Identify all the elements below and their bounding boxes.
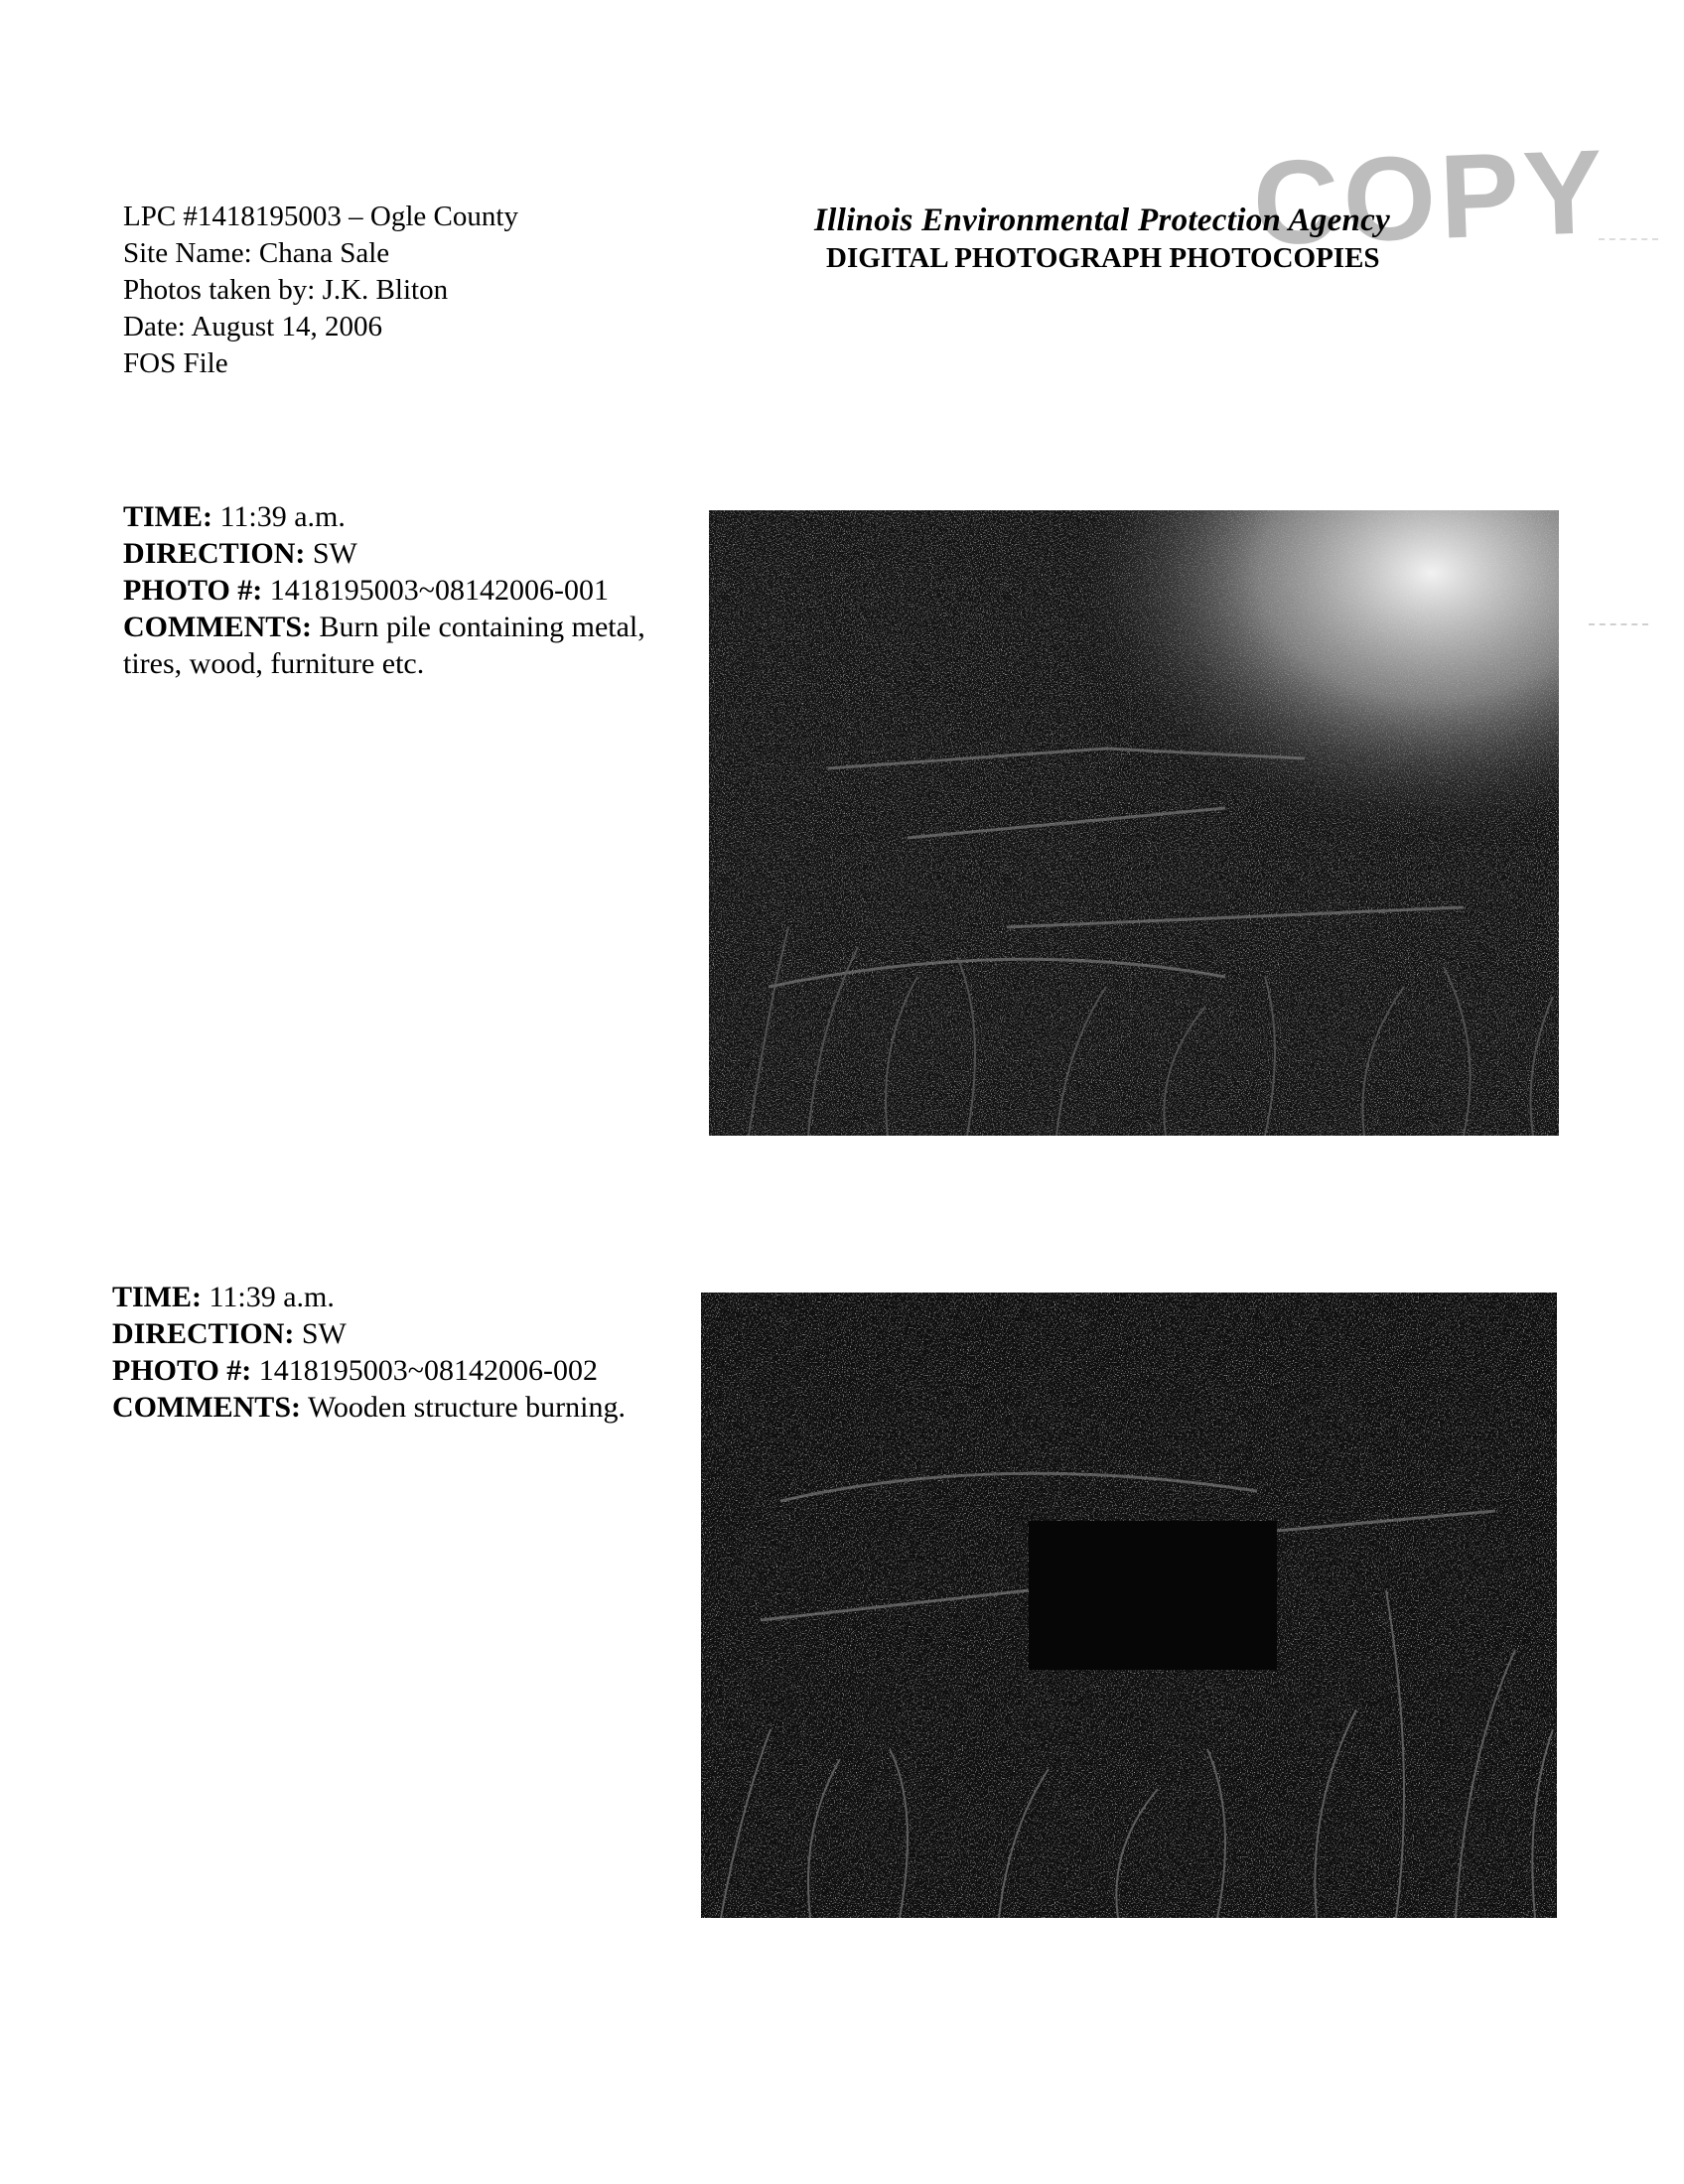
photo-1-image: [709, 510, 1559, 1136]
photo-entry-2-caption: [112, 1279, 658, 1426]
scan-speck: [1599, 238, 1658, 242]
site-name: Site Name: Chana Sale: [123, 237, 390, 269]
photo-number-value: 1418195003~08142006-002: [251, 1354, 599, 1387]
photographer: Photos taken by: J.K. Bliton: [123, 274, 449, 306]
photo-number-value: 1418195003~08142006-001: [262, 574, 610, 607]
lpc-number: LPC #1418195003 – Ogle County: [123, 201, 518, 232]
direction-label: DIRECTION:: [123, 537, 306, 570]
photo-2-wooden-structure: [701, 1293, 1557, 1918]
direction-value: SW: [305, 537, 357, 570]
copy-stamp: COPY: [1250, 124, 1610, 271]
document-subtitle: DIGITAL PHOTOGRAPH PHOTOCOPIES: [826, 242, 1380, 274]
time-label: TIME:: [112, 1281, 202, 1313]
file-label: FOS File: [123, 347, 228, 379]
direction-label: DIRECTION:: [112, 1317, 295, 1350]
comments-label: COMMENTS:: [112, 1391, 301, 1424]
agency-name: Illinois Environmental Protection Agency: [814, 203, 1391, 238]
photo-date: Date: August 14, 2006: [123, 311, 382, 342]
scan-speck: [1589, 623, 1648, 627]
photo-entry-1-caption: [123, 498, 659, 682]
photo-number-label: PHOTO #:: [123, 574, 263, 607]
photo-1-burn-pile: [709, 510, 1559, 1136]
photo-number-label: PHOTO #:: [112, 1354, 252, 1387]
direction-value: SW: [294, 1317, 347, 1350]
comments-label: COMMENTS:: [123, 611, 312, 643]
time-value: 11:39 a.m.: [212, 500, 346, 533]
comments-value: Wooden structure burning.: [301, 1391, 626, 1424]
agency-header: [814, 201, 1529, 276]
time-value: 11:39 a.m.: [202, 1281, 335, 1313]
time-label: TIME:: [123, 500, 212, 533]
comments-value: Burn pile containing metal, tires, wood, furniture etc.: [123, 611, 645, 680]
site-info-block: [123, 199, 518, 382]
photo-2-image: [701, 1293, 1557, 1918]
